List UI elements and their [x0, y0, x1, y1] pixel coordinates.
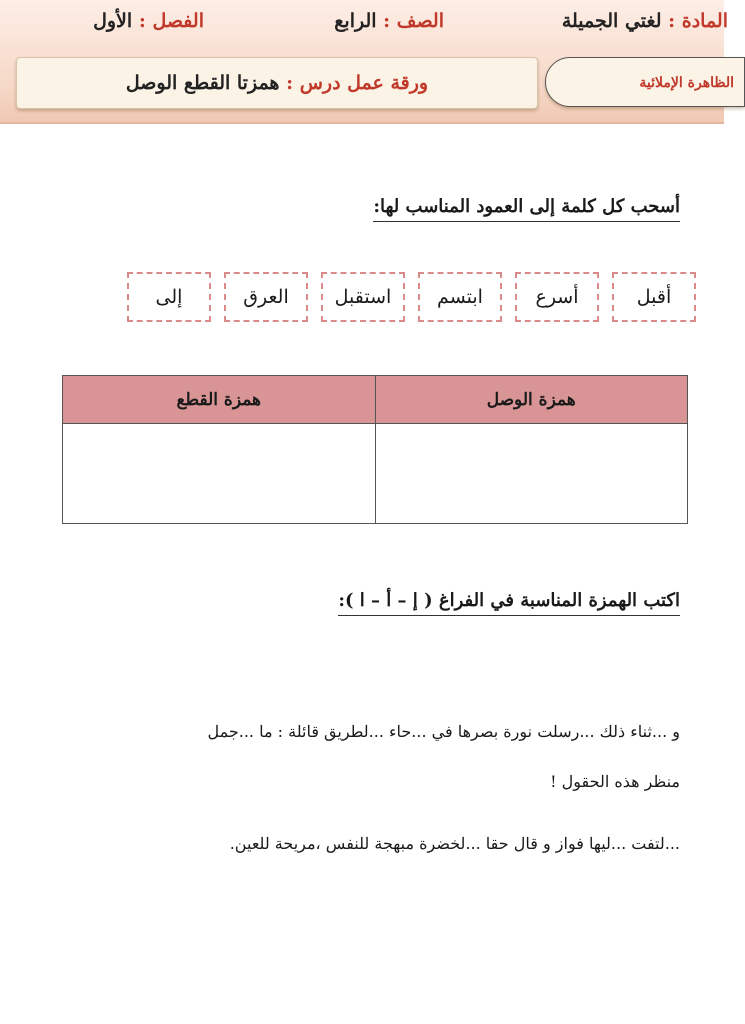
grade-info	[334, 10, 444, 32]
topic-pill: الظاهرة الإملائية	[545, 57, 745, 107]
column-header-wasl: همزة الوصل	[375, 376, 688, 424]
word-card[interactable]: العرق	[224, 272, 308, 322]
exercise-line-2: منظر هذه الحقول !	[550, 772, 680, 791]
info-row	[0, 10, 728, 50]
word-bank	[127, 272, 696, 324]
term-value: الأول	[93, 10, 133, 32]
grade-value: الرابع	[334, 10, 377, 32]
word-card[interactable]: ابتسم	[418, 272, 502, 322]
exercise-line-1: و ...ثناء ذلك ...رسلت نورة بصرها في ...حاء ...لطريق قائلة : ما ...جمل	[207, 722, 680, 741]
worksheet-header	[0, 0, 734, 124]
drop-zone-wasl[interactable]	[375, 424, 688, 524]
word-card[interactable]: أقبل	[612, 272, 696, 322]
word-card[interactable]: استقبل	[321, 272, 405, 322]
table-drop-row	[63, 424, 688, 524]
table-header-row	[63, 376, 688, 424]
word-card[interactable]: أسرع	[515, 272, 599, 322]
term-info	[93, 10, 204, 32]
column-header-qat: همزة القطع	[63, 376, 376, 424]
grade-label: الصف :	[383, 10, 444, 32]
drag-instruction: أسحب كل كلمة إلى العمود المناسب لها:	[373, 196, 680, 222]
exercise-line-3: ...لتفت ...ليها فواز و قال حقا ...لخضرة مبهجة للنفس ،مريحة للعين.	[229, 834, 680, 853]
worksheet-title: همزتا القطع الوصل	[125, 72, 280, 94]
term-label: الفصل :	[138, 10, 204, 32]
fill-instruction: اكتب الهمزة المناسبة في الفراغ ( إ – أ – ا ):	[338, 590, 680, 616]
worksheet-label: ورقة عمل درس :	[286, 72, 429, 94]
subject-info	[562, 10, 728, 32]
word-card[interactable]: إلى	[127, 272, 211, 322]
worksheet-title-banner	[16, 57, 538, 109]
drop-zone-qat[interactable]	[63, 424, 376, 524]
subject-label: المادة :	[668, 10, 728, 32]
subject-value: لغتي الجميلة	[561, 10, 662, 32]
sorting-table	[62, 375, 688, 524]
